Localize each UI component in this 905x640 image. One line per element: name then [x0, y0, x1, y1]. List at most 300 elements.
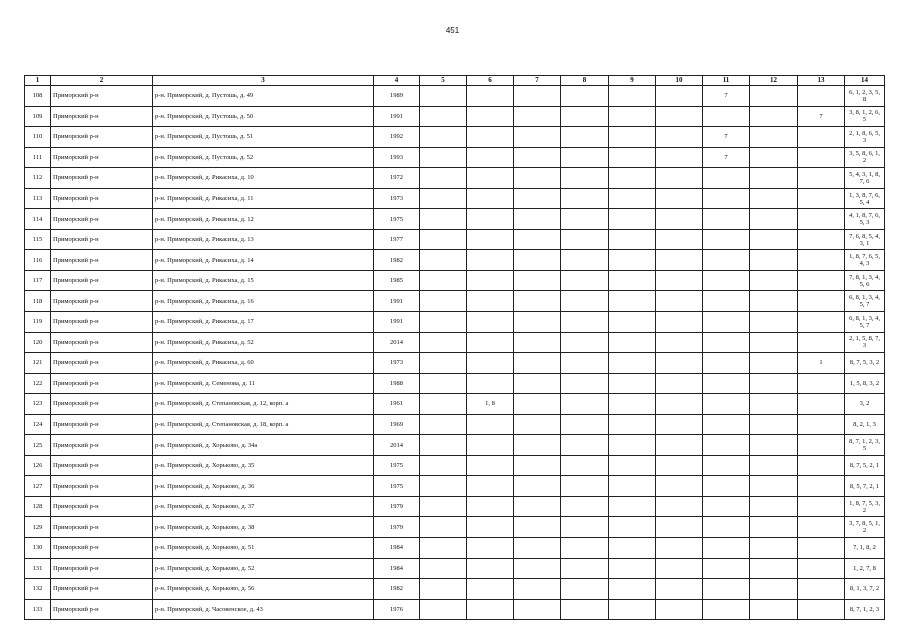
table-cell-col-11 [703, 579, 750, 600]
table-cell-col-9 [609, 476, 656, 497]
table-cell-col-4: 2014 [374, 332, 420, 353]
table-cell-col-7 [514, 229, 561, 250]
table-cell-col-8 [561, 229, 609, 250]
table-cell-col-10 [656, 476, 703, 497]
table-cell-col-13 [798, 538, 845, 559]
table-row [25, 599, 885, 620]
table-cell-col-3: р-н. Приморский, д. Хорьково, д. 52 [153, 558, 374, 579]
table-cell-col-6 [467, 127, 514, 148]
table-cell-col-2: Приморский р-н [51, 373, 153, 394]
table-cell-col-8 [561, 147, 609, 168]
column-header-4: 4 [374, 76, 420, 86]
table-cell-col-12 [750, 353, 798, 374]
table-cell-col-9 [609, 106, 656, 127]
table-cell-col-2: Приморский р-н [51, 127, 153, 148]
table-cell-col-3: р-н. Приморский, д. Пустошь, д. 50 [153, 106, 374, 127]
table-cell-col-9 [609, 353, 656, 374]
table-cell-col-5 [420, 435, 467, 456]
table-cell-col-11 [703, 312, 750, 333]
table-cell-col-3: р-н. Приморский, д. Степановская, д. 18, корп. а [153, 414, 374, 435]
table-cell-col-11 [703, 291, 750, 312]
table-cell-col-10 [656, 250, 703, 271]
table-cell-col-10 [656, 579, 703, 600]
table-row [25, 414, 885, 435]
table-cell-col-13 [798, 127, 845, 148]
table-cell-col-11 [703, 558, 750, 579]
column-header-3: 3 [153, 76, 374, 86]
table-cell-col-13 [798, 168, 845, 189]
table-cell-col-4: 1991 [374, 291, 420, 312]
table-cell-col-14: 1, 3, 8, 7, 6, 5, 4 [845, 188, 885, 209]
table-cell-col-12 [750, 599, 798, 620]
table-cell-col-3: р-н. Приморский, д. Пустошь, д. 51 [153, 127, 374, 148]
column-header-1: 1 [25, 76, 51, 86]
table-cell-col-8 [561, 353, 609, 374]
table-cell-col-6 [467, 414, 514, 435]
table-cell-col-1: 124 [25, 414, 51, 435]
table-cell-col-13 [798, 455, 845, 476]
column-header-7: 7 [514, 76, 561, 86]
table-cell-col-14: 8, 7, 1, 2, 3, 5 [845, 435, 885, 456]
table-cell-col-3: р-н. Приморский, д. Хорьково, д. 37 [153, 496, 374, 517]
table-cell-col-9 [609, 229, 656, 250]
table-cell-col-13 [798, 496, 845, 517]
table-cell-col-7 [514, 476, 561, 497]
table-cell-col-11 [703, 435, 750, 456]
table-cell-col-6 [467, 353, 514, 374]
table-cell-col-2: Приморский р-н [51, 599, 153, 620]
table-row [25, 250, 885, 271]
table-cell-col-1: 123 [25, 394, 51, 415]
table-cell-col-14: 3, 5, 8, 6, 1, 2 [845, 147, 885, 168]
table-cell-col-12 [750, 312, 798, 333]
table-cell-col-10 [656, 86, 703, 107]
table-row [25, 353, 885, 374]
table-cell-col-12 [750, 394, 798, 415]
table-cell-col-11 [703, 270, 750, 291]
table-cell-col-9 [609, 538, 656, 559]
table-cell-col-7 [514, 394, 561, 415]
table-cell-col-4: 1973 [374, 188, 420, 209]
table-cell-col-3: р-н. Приморский, д. Рикасиха, д. 12 [153, 209, 374, 230]
table-cell-col-9 [609, 435, 656, 456]
table-cell-col-13: 7 [798, 106, 845, 127]
table-cell-col-9 [609, 394, 656, 415]
table-cell-col-5 [420, 353, 467, 374]
table-cell-col-4: 1979 [374, 517, 420, 538]
table-cell-col-7 [514, 188, 561, 209]
table-cell-col-1: 132 [25, 579, 51, 600]
table-cell-col-14: 8, 7, 5, 2, 1 [845, 455, 885, 476]
table-cell-col-11: 7 [703, 86, 750, 107]
table-cell-col-9 [609, 147, 656, 168]
data-table [24, 75, 885, 620]
table-cell-col-5 [420, 188, 467, 209]
table-cell-col-10 [656, 270, 703, 291]
table-cell-col-12 [750, 373, 798, 394]
table-cell-col-8 [561, 332, 609, 353]
table-cell-col-10 [656, 168, 703, 189]
table-cell-col-2: Приморский р-н [51, 229, 153, 250]
table-cell-col-4: 1993 [374, 147, 420, 168]
table-cell-col-13 [798, 188, 845, 209]
table-cell-col-10 [656, 332, 703, 353]
table-cell-col-2: Приморский р-н [51, 188, 153, 209]
table-row [25, 168, 885, 189]
table-cell-col-7 [514, 291, 561, 312]
table-cell-col-2: Приморский р-н [51, 86, 153, 107]
table-cell-col-7 [514, 496, 561, 517]
table-cell-col-2: Приморский р-н [51, 168, 153, 189]
table-cell-col-9 [609, 188, 656, 209]
table-cell-col-5 [420, 312, 467, 333]
table-cell-col-12 [750, 188, 798, 209]
table-row [25, 394, 885, 415]
table-cell-col-14: 2, 1, 8, 6, 5, 3 [845, 127, 885, 148]
table-cell-col-14: 8, 2, 1, 3 [845, 414, 885, 435]
table-cell-col-8 [561, 209, 609, 230]
table-cell-col-5 [420, 373, 467, 394]
table-cell-col-13: 1 [798, 353, 845, 374]
table-cell-col-12 [750, 168, 798, 189]
page-number: 451 [445, 26, 460, 35]
table-cell-col-4: 1985 [374, 270, 420, 291]
table-cell-col-11 [703, 394, 750, 415]
table-cell-col-5 [420, 86, 467, 107]
table-cell-col-11 [703, 188, 750, 209]
table-cell-col-10 [656, 538, 703, 559]
table-cell-col-9 [609, 414, 656, 435]
table-cell-col-14: 8, 7, 5, 3, 2 [845, 353, 885, 374]
table-cell-col-3: р-н. Приморский, д. Рикасиха, д. 13 [153, 229, 374, 250]
table-cell-col-2: Приморский р-н [51, 558, 153, 579]
table-cell-col-2: Приморский р-н [51, 270, 153, 291]
table-cell-col-9 [609, 579, 656, 600]
table-cell-col-13 [798, 517, 845, 538]
table-cell-col-5 [420, 147, 467, 168]
column-header-6: 6 [467, 76, 514, 86]
table-cell-col-5 [420, 127, 467, 148]
table-cell-col-13 [798, 435, 845, 456]
table-cell-col-14: 3, 7, 8, 5, 1, 2 [845, 517, 885, 538]
table-cell-col-1: 114 [25, 209, 51, 230]
table-cell-col-8 [561, 168, 609, 189]
table-cell-col-1: 128 [25, 496, 51, 517]
table-cell-col-9 [609, 86, 656, 107]
table-cell-col-13 [798, 579, 845, 600]
table-cell-col-3: р-н. Приморский, д. Рикасиха, д. 10 [153, 168, 374, 189]
table-cell-col-6 [467, 517, 514, 538]
table-cell-col-5 [420, 209, 467, 230]
table-cell-col-13 [798, 147, 845, 168]
table-cell-col-7 [514, 353, 561, 374]
table-cell-col-5 [420, 538, 467, 559]
table-cell-col-6 [467, 373, 514, 394]
table-cell-col-7 [514, 270, 561, 291]
table-cell-col-8 [561, 86, 609, 107]
table-cell-col-13 [798, 312, 845, 333]
column-header-13: 13 [798, 76, 845, 86]
table-cell-col-7 [514, 558, 561, 579]
table-cell-col-14: 6, 1, 2, 3, 5, 8 [845, 86, 885, 107]
column-header-10: 10 [656, 76, 703, 86]
table-cell-col-7 [514, 414, 561, 435]
table-cell-col-5 [420, 496, 467, 517]
table-cell-col-3: р-н. Приморский, д. Хорьково, д. 35 [153, 455, 374, 476]
table-cell-col-10 [656, 353, 703, 374]
table-cell-col-1: 131 [25, 558, 51, 579]
table-cell-col-6 [467, 312, 514, 333]
table-cell-col-9 [609, 312, 656, 333]
table-cell-col-13 [798, 332, 845, 353]
table-body [25, 86, 885, 620]
table-cell-col-1: 129 [25, 517, 51, 538]
table-cell-col-3: р-н. Приморский, д. Рикасиха, д. 60 [153, 353, 374, 374]
table-cell-col-2: Приморский р-н [51, 579, 153, 600]
table-cell-col-12 [750, 332, 798, 353]
table-cell-col-13 [798, 599, 845, 620]
table-cell-col-10 [656, 229, 703, 250]
table-cell-col-7 [514, 455, 561, 476]
table-row [25, 373, 885, 394]
table-cell-col-13 [798, 250, 845, 271]
table-cell-col-10 [656, 414, 703, 435]
table-cell-col-8 [561, 538, 609, 559]
table-cell-col-6 [467, 476, 514, 497]
table-cell-col-3: р-н. Приморский, д. Пустошь, д. 52 [153, 147, 374, 168]
table-cell-col-12 [750, 291, 798, 312]
table-cell-col-14: 7, 8, 1, 3, 4, 5, 6 [845, 270, 885, 291]
table-cell-col-4: 1984 [374, 538, 420, 559]
table-cell-col-6 [467, 579, 514, 600]
table-cell-col-2: Приморский р-н [51, 435, 153, 456]
table-cell-col-11 [703, 250, 750, 271]
table-cell-col-12 [750, 558, 798, 579]
table-cell-col-4: 1984 [374, 558, 420, 579]
table-row [25, 188, 885, 209]
table-cell-col-10 [656, 373, 703, 394]
table-cell-col-2: Приморский р-н [51, 414, 153, 435]
table-cell-col-7 [514, 373, 561, 394]
table-cell-col-14: 6, 8, 1, 3, 4, 5, 7 [845, 291, 885, 312]
table-row [25, 332, 885, 353]
table-cell-col-6 [467, 270, 514, 291]
table-cell-col-6 [467, 106, 514, 127]
column-header-12: 12 [750, 76, 798, 86]
table-cell-col-11 [703, 476, 750, 497]
table-cell-col-5 [420, 599, 467, 620]
table-cell-col-5 [420, 455, 467, 476]
table-cell-col-3: р-н. Приморский, д. Пустошь, д. 49 [153, 86, 374, 107]
table-row [25, 229, 885, 250]
table-cell-col-12 [750, 229, 798, 250]
table-cell-col-14: 1, 8, 7, 6, 5, 4, 3 [845, 250, 885, 271]
table-cell-col-9 [609, 373, 656, 394]
table-cell-col-1: 115 [25, 229, 51, 250]
table-cell-col-4: 1973 [374, 353, 420, 374]
table-cell-col-12 [750, 435, 798, 456]
table-cell-col-10 [656, 517, 703, 538]
table-cell-col-11: 7 [703, 147, 750, 168]
table-cell-col-12 [750, 496, 798, 517]
table-cell-col-12 [750, 414, 798, 435]
table-row [25, 538, 885, 559]
table-row [25, 147, 885, 168]
table-cell-col-6 [467, 168, 514, 189]
table-cell-col-4: 1988 [374, 373, 420, 394]
table-cell-col-7 [514, 168, 561, 189]
table-row [25, 558, 885, 579]
table-cell-col-8 [561, 455, 609, 476]
table-cell-col-14: 7, 1, 8, 2 [845, 538, 885, 559]
table-row [25, 86, 885, 107]
table-cell-col-10 [656, 188, 703, 209]
table-cell-col-9 [609, 291, 656, 312]
table-cell-col-14: 8, 7, 1, 2, 3 [845, 599, 885, 620]
table-cell-col-13 [798, 86, 845, 107]
table-row [25, 496, 885, 517]
table-cell-col-12 [750, 250, 798, 271]
table-cell-col-6: 1, 8 [467, 394, 514, 415]
table-cell-col-10 [656, 312, 703, 333]
table-cell-col-7 [514, 106, 561, 127]
table-cell-col-6 [467, 291, 514, 312]
table-cell-col-4: 2014 [374, 435, 420, 456]
table-cell-col-8 [561, 579, 609, 600]
table-cell-col-4: 1969 [374, 414, 420, 435]
table-cell-col-8 [561, 558, 609, 579]
table-cell-col-1: 112 [25, 168, 51, 189]
table-cell-col-1: 116 [25, 250, 51, 271]
table-cell-col-10 [656, 435, 703, 456]
column-header-8: 8 [561, 76, 609, 86]
table-cell-col-6 [467, 538, 514, 559]
table-cell-col-8 [561, 414, 609, 435]
table-row [25, 291, 885, 312]
table-cell-col-3: р-н. Приморский, д. Хорьково, д. 34а [153, 435, 374, 456]
table-cell-col-9 [609, 496, 656, 517]
table-row [25, 455, 885, 476]
table-cell-col-4: 1976 [374, 599, 420, 620]
table-cell-col-11 [703, 229, 750, 250]
table-cell-col-8 [561, 435, 609, 456]
table-cell-col-2: Приморский р-н [51, 291, 153, 312]
table-cell-col-11 [703, 332, 750, 353]
table-cell-col-14: 1, 8, 7, 5, 3, 2 [845, 496, 885, 517]
table-cell-col-2: Приморский р-н [51, 538, 153, 559]
table-cell-col-6 [467, 250, 514, 271]
table-cell-col-4: 1975 [374, 476, 420, 497]
table-cell-col-13 [798, 209, 845, 230]
table-cell-col-9 [609, 209, 656, 230]
table-cell-col-6 [467, 599, 514, 620]
table-cell-col-11 [703, 496, 750, 517]
table-row [25, 127, 885, 148]
table-cell-col-14: 1, 2, 7, 8 [845, 558, 885, 579]
table-cell-col-2: Приморский р-н [51, 455, 153, 476]
table-cell-col-3: р-н. Приморский, д. Хорьково, д. 36 [153, 476, 374, 497]
table-cell-col-8 [561, 312, 609, 333]
table-cell-col-4: 1991 [374, 312, 420, 333]
table-cell-col-6 [467, 229, 514, 250]
column-header-14: 14 [845, 76, 885, 86]
table-cell-col-8 [561, 394, 609, 415]
table-cell-col-5 [420, 414, 467, 435]
table-cell-col-1: 109 [25, 106, 51, 127]
table-cell-col-3: р-н. Приморский, д. Степановская, д. 12, корп. а [153, 394, 374, 415]
table-cell-col-6 [467, 332, 514, 353]
table-cell-col-8 [561, 188, 609, 209]
table-cell-col-7 [514, 147, 561, 168]
table-cell-col-5 [420, 517, 467, 538]
table-cell-col-9 [609, 250, 656, 271]
table-cell-col-3: р-н. Приморский, д. Рикасиха, д. 17 [153, 312, 374, 333]
table-cell-col-3: р-н. Приморский, д. Рикасиха, д. 11 [153, 188, 374, 209]
table-cell-col-4: 1961 [374, 394, 420, 415]
table-cell-col-4: 1992 [374, 127, 420, 148]
table-cell-col-12 [750, 270, 798, 291]
table-header-row [25, 76, 885, 86]
table-cell-col-12 [750, 538, 798, 559]
table-cell-col-7 [514, 517, 561, 538]
table-cell-col-11 [703, 106, 750, 127]
table-cell-col-6 [467, 558, 514, 579]
table-cell-col-8 [561, 127, 609, 148]
table-cell-col-6 [467, 496, 514, 517]
table-cell-col-13 [798, 394, 845, 415]
table-row [25, 476, 885, 497]
table-cell-col-6 [467, 209, 514, 230]
table-cell-col-2: Приморский р-н [51, 394, 153, 415]
table-cell-col-12 [750, 86, 798, 107]
table-row [25, 435, 885, 456]
table-cell-col-10 [656, 147, 703, 168]
table-cell-col-1: 127 [25, 476, 51, 497]
table-cell-col-11 [703, 414, 750, 435]
table-cell-col-11 [703, 353, 750, 374]
table-cell-col-12 [750, 147, 798, 168]
table-cell-col-13 [798, 270, 845, 291]
table-cell-col-4: 1972 [374, 168, 420, 189]
table-cell-col-1: 121 [25, 353, 51, 374]
table-cell-col-1: 133 [25, 599, 51, 620]
table-cell-col-5 [420, 250, 467, 271]
table-cell-col-13 [798, 373, 845, 394]
table-cell-col-5 [420, 291, 467, 312]
table-cell-col-11 [703, 373, 750, 394]
table-cell-col-4: 1989 [374, 86, 420, 107]
table-cell-col-13 [798, 414, 845, 435]
table-cell-col-4: 1982 [374, 250, 420, 271]
table-cell-col-2: Приморский р-н [51, 106, 153, 127]
table-cell-col-4: 1975 [374, 455, 420, 476]
table-cell-col-1: 117 [25, 270, 51, 291]
table-cell-col-11 [703, 517, 750, 538]
table-cell-col-5 [420, 476, 467, 497]
table-cell-col-4: 1977 [374, 229, 420, 250]
table-cell-col-9 [609, 332, 656, 353]
table-cell-col-10 [656, 106, 703, 127]
table-cell-col-12 [750, 455, 798, 476]
table-cell-col-8 [561, 599, 609, 620]
table-cell-col-10 [656, 599, 703, 620]
table-cell-col-8 [561, 250, 609, 271]
table-cell-col-3: р-н. Приморский, д. Семенова, д. 11 [153, 373, 374, 394]
table-cell-col-1: 111 [25, 147, 51, 168]
table-cell-col-1: 130 [25, 538, 51, 559]
table-cell-col-7 [514, 127, 561, 148]
table-cell-col-6 [467, 147, 514, 168]
